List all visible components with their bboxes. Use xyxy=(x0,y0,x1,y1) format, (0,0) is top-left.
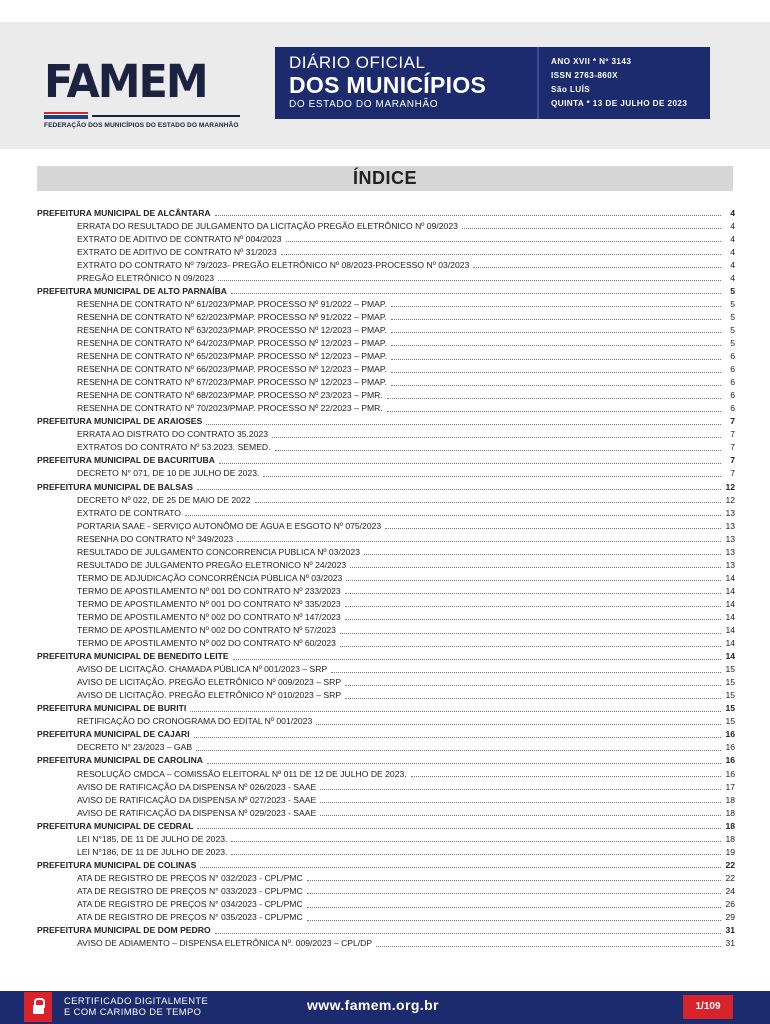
toc-page-number: 15 xyxy=(725,677,735,688)
toc-entry[interactable] xyxy=(37,871,735,884)
toc-leader-dots xyxy=(218,280,721,281)
toc-entry[interactable] xyxy=(37,506,735,519)
logo-subtitle: FEDERAÇÃO DOS MUNICÍPIOS DO ESTADO DO MARANHÃO xyxy=(44,122,239,129)
toc-entry-title: AVISO DE ADIAMENTO – DISPENSA ELETRÔNICA Nº. 009/2023 – CPL/DP xyxy=(77,938,373,949)
toc-entry[interactable] xyxy=(37,689,735,702)
toc-entry[interactable] xyxy=(37,793,735,806)
toc-entry-title: RESULTADO DE JULGAMENTO PREGÃO ELETRONICO Nº 24/2023 xyxy=(77,559,347,570)
toc-entry[interactable] xyxy=(37,937,735,950)
toc-page-number: 5 xyxy=(730,324,735,335)
toc-leader-dots xyxy=(281,254,721,255)
toc-entry-title: ATA DE REGISTRO DE PREÇOS N° 033/2023 - CPL/PMC xyxy=(77,885,303,896)
toc-page-number: 4 xyxy=(730,233,735,244)
toc-entry-title: ATA DE REGISTRO DE PREÇOS N° 035/2023 - CPL/PMC xyxy=(77,912,303,923)
toc-entry[interactable] xyxy=(37,624,735,637)
toc-entry-title: PREFEITURA MUNICIPAL DE ALTO PARNAÍBA xyxy=(37,285,228,296)
toc-entry[interactable] xyxy=(37,741,735,754)
toc-leader-dots xyxy=(391,385,721,386)
toc-entry[interactable] xyxy=(37,376,735,389)
toc-leader-dots xyxy=(237,541,721,542)
toc-leader-dots xyxy=(385,528,721,529)
toc-page-number: 7 xyxy=(730,455,735,466)
toc-page-number: 4 xyxy=(730,272,735,283)
toc-page-number: 15 xyxy=(725,716,735,727)
toc-page-number: 13 xyxy=(725,559,735,570)
toc-page-number: 15 xyxy=(725,664,735,675)
toc-leader-dots xyxy=(255,502,722,503)
toc-leader-dots xyxy=(411,776,721,777)
toc-page-number: 31 xyxy=(725,925,735,936)
toc-entry-title: EXTRATOS DO CONTRATO Nº 53.2023. SEMED. xyxy=(77,442,271,453)
toc-page-number: 13 xyxy=(725,533,735,544)
toc-entry-title: TERMO DE APOSTILAMENTO Nº 002 DO CONTRATO Nº 57/2023 xyxy=(77,625,336,636)
toc-leader-dots xyxy=(345,606,721,607)
toc-leader-dots xyxy=(200,867,721,868)
toc-entry-title: EXTRATO DE CONTRATO xyxy=(77,507,181,518)
toc-leader-dots xyxy=(196,750,721,751)
toc-entry-title: PORTARIA SAAE - SERVIÇO AUTONÔMO DE ÁGUA E ESGOTO Nº 075/2023 xyxy=(77,520,382,531)
toc-page-number: 16 xyxy=(725,729,735,740)
toc-entry-title: ATA DE REGISTRO DE PREÇOS N° 032/2023 - CPL/PMC xyxy=(77,872,303,883)
toc-page-number: 7 xyxy=(730,416,735,427)
table-of-contents xyxy=(37,206,735,950)
diario-oficial-banner xyxy=(275,47,537,119)
toc-page-number: 15 xyxy=(725,703,735,714)
toc-entry[interactable] xyxy=(37,310,735,323)
toc-entry[interactable] xyxy=(37,897,735,910)
toc-section-entry[interactable] xyxy=(37,702,735,715)
toc-leader-dots xyxy=(231,293,721,294)
toc-leader-dots xyxy=(206,424,721,425)
toc-entry-title: AVISO DE RATIFICAÇÃO DA DISPENSA Nº 027/2023 - SAAE xyxy=(77,794,317,805)
toc-entry[interactable] xyxy=(37,637,735,650)
toc-leader-dots xyxy=(391,359,721,360)
toc-page-number: 5 xyxy=(730,337,735,348)
toc-page-number: 12 xyxy=(725,494,735,505)
toc-page-number: 18 xyxy=(725,807,735,818)
toc-entry-title: ERRATA DO RESULTADO DE JULGAMENTO DA LICITAÇÃO PREGÃO ELETRÔNICO Nº 09/2023 xyxy=(77,220,458,231)
toc-entry[interactable] xyxy=(37,663,735,676)
toc-leader-dots xyxy=(190,711,721,712)
toc-page-number: 6 xyxy=(730,364,735,375)
famem-logo xyxy=(44,55,240,129)
toc-entry-title: AVISO DE LICITAÇÃO. CHAMADA PÚBLICA Nº 001/2023 – SRP xyxy=(77,664,328,675)
toc-page-number: 18 xyxy=(725,833,735,844)
toc-leader-dots xyxy=(345,685,721,686)
toc-leader-dots xyxy=(391,332,721,333)
toc-leader-dots xyxy=(320,789,721,790)
toc-entry[interactable] xyxy=(37,441,735,454)
toc-section-entry[interactable] xyxy=(37,206,735,219)
toc-page-number: 4 xyxy=(730,246,735,257)
toc-entry[interactable] xyxy=(37,258,735,271)
toc-entry[interactable] xyxy=(37,323,735,336)
toc-entry[interactable] xyxy=(37,676,735,689)
toc-page-number: 22 xyxy=(725,872,735,883)
toc-entry[interactable] xyxy=(37,558,735,571)
toc-page-number: 17 xyxy=(725,781,735,792)
toc-leader-dots xyxy=(307,907,721,908)
toc-page-number: 6 xyxy=(730,377,735,388)
toc-section-entry[interactable] xyxy=(37,728,735,741)
toc-leader-dots xyxy=(387,411,721,412)
toc-page-number: 16 xyxy=(725,742,735,753)
flag-stripe-icon xyxy=(44,112,88,119)
toc-page-number: 16 xyxy=(725,755,735,766)
toc-page-number: 18 xyxy=(725,794,735,805)
toc-entry[interactable] xyxy=(37,884,735,897)
toc-leader-dots xyxy=(307,893,721,894)
toc-leader-dots xyxy=(331,672,721,673)
toc-entry-title: DECRETO Nº 022, DE 25 DE MAIO DE 2022 xyxy=(77,494,251,505)
toc-entry-title: PREFEITURA MUNICIPAL DE CAJARI xyxy=(37,729,190,740)
toc-page-number: 15 xyxy=(725,690,735,701)
toc-entry-title: DECRETO N° 23/2023 – GAB xyxy=(77,742,193,753)
toc-leader-dots xyxy=(340,633,721,634)
toc-entry-title: EXTRATO DE ADITIVO DE CONTRATO Nº 004/2023 xyxy=(77,233,282,244)
toc-entry-title: RETIFICAÇÃO DO CRONOGRAMA DO EDITAL Nº 001/2023 xyxy=(77,716,313,727)
toc-entry-title: PREFEITURA MUNICIPAL DE DOM PEDRO xyxy=(37,925,211,936)
cert-line1: CERTIFICADO DIGITALMENTE xyxy=(64,995,209,1006)
toc-entry-title: RESENHA DE CONTRATO Nº 66/2023/PMAP. PROCESSO Nº 12/2023 – PMAP. xyxy=(77,364,387,375)
toc-entry[interactable] xyxy=(37,493,735,506)
toc-page-number: 24 xyxy=(725,885,735,896)
toc-leader-dots xyxy=(215,933,721,934)
toc-leader-dots xyxy=(391,345,721,346)
toc-entry-title: ATA DE REGISTRO DE PREÇOS N° 034/2023 - CPL/PMC xyxy=(77,899,303,909)
toc-page-number: 13 xyxy=(725,507,735,518)
toc-page-number: 6 xyxy=(730,390,735,401)
toc-entry-title: RESENHA DE CONTRATO Nº 70/2023/PMAP. PROCESSO Nº 22/2023 – PMR. xyxy=(77,403,383,414)
indice-title: ÍNDICE xyxy=(352,168,417,188)
toc-entry[interactable] xyxy=(37,232,735,245)
toc-entry-title: RESENHA DO CONTRATO Nº 349/2023 xyxy=(77,533,234,544)
toc-section-entry[interactable] xyxy=(37,480,735,493)
toc-page-number: 4 xyxy=(730,207,735,218)
toc-entry[interactable] xyxy=(37,911,735,924)
toc-leader-dots xyxy=(272,437,721,438)
toc-leader-dots xyxy=(231,841,721,842)
toc-entry[interactable] xyxy=(37,428,735,441)
top-margin xyxy=(0,0,770,22)
toc-leader-dots xyxy=(320,815,721,816)
toc-page-number: 6 xyxy=(730,351,735,362)
toc-leader-dots xyxy=(219,463,721,464)
toc-leader-dots xyxy=(286,241,721,242)
toc-entry[interactable] xyxy=(37,806,735,819)
toc-entry[interactable] xyxy=(37,597,735,610)
logo-underline xyxy=(92,115,240,117)
toc-page-number: 16 xyxy=(725,768,735,779)
toc-page-number: 12 xyxy=(725,481,735,492)
toc-entry-title: PREFEITURA MUNICIPAL DE BURITI xyxy=(37,703,187,714)
toc-entry-title: RESENHA DE CONTRATO Nº 64/2023/PMAP. PROCESSO Nº 12/2023 – PMAP. xyxy=(77,337,387,348)
toc-entry-title: PREFEITURA MUNICIPAL DE CAROLINA xyxy=(37,755,203,766)
toc-entry[interactable] xyxy=(37,610,735,623)
toc-entry[interactable] xyxy=(37,780,735,793)
toc-entry-title: RESENHA DE CONTRATO Nº 67/2023/PMAP. PROCESSO Nº 12/2023 – PMAP. xyxy=(77,377,387,388)
toc-page-number: 7 xyxy=(730,442,735,453)
toc-leader-dots xyxy=(307,920,721,921)
toc-entry[interactable] xyxy=(37,402,735,415)
toc-entry-title: TERMO DE APOSTILAMENTO Nº 002 DO CONTRATO Nº 60/2023 xyxy=(77,638,336,649)
toc-entry-title: RESULTADO DE JULGAMENTO CONCORRENCIA PUBLICA Nº 03/2023 xyxy=(77,546,360,557)
cert-line2: E COM CARIMBO DE TEMPO xyxy=(64,1005,202,1017)
toc-page-number: 5 xyxy=(730,298,735,309)
toc-entry[interactable] xyxy=(37,832,735,845)
toc-page-number: 5 xyxy=(730,311,735,322)
toc-entry[interactable] xyxy=(37,219,735,232)
toc-leader-dots xyxy=(391,372,721,373)
toc-page-number: 14 xyxy=(725,638,735,649)
toc-page-number: 4 xyxy=(730,220,735,231)
toc-section-entry[interactable] xyxy=(37,454,735,467)
toc-leader-dots xyxy=(316,724,721,725)
toc-page-number: 22 xyxy=(725,859,735,870)
toc-leader-dots xyxy=(391,319,721,320)
toc-leader-dots xyxy=(345,698,721,699)
toc-section-entry[interactable] xyxy=(37,284,735,297)
toc-leader-dots xyxy=(233,659,721,660)
certification-note xyxy=(64,996,208,1017)
toc-entry-title: AVISO DE RATIFICAÇÃO DA DISPENSA Nº 026/2023 - SAAE xyxy=(77,781,317,792)
toc-entry-title: RESENHA DE CONTRATO Nº 68/2023/PMAP. PROCESSO Nº 23/2023 – PMR. xyxy=(77,390,383,401)
toc-entry-title: AVISO DE RATIFICAÇÃO DA DISPENSA Nº 029/2023 - SAAE xyxy=(77,807,317,818)
toc-page-number: 14 xyxy=(725,572,735,583)
toc-leader-dots xyxy=(207,763,721,764)
toc-page-number: 19 xyxy=(725,846,735,857)
toc-entry-title: RESENHA DE CONTRATO Nº 65/2023/PMAP. PROCESSO Nº 12/2023 – PMAP. xyxy=(77,351,387,362)
lock-icon xyxy=(24,992,52,1022)
toc-page-number: 14 xyxy=(725,611,735,622)
toc-leader-dots xyxy=(194,737,721,738)
toc-entry[interactable] xyxy=(37,467,735,480)
toc-leader-dots xyxy=(263,476,721,477)
toc-entry-title: TERMO DE APOSTILAMENTO Nº 001 DO CONTRATO Nº 335/2023 xyxy=(77,598,341,609)
toc-section-entry[interactable] xyxy=(37,754,735,767)
toc-leader-dots xyxy=(345,593,721,594)
toc-section-entry[interactable] xyxy=(37,924,735,937)
toc-entry-title: PREFEITURA MUNICIPAL DE BALSAS xyxy=(37,481,193,492)
toc-entry-title: AVISO DE LICITAÇÃO. PREGÃO ELETRÔNICO Nº 009/2023 – SRP xyxy=(77,677,342,688)
toc-leader-dots xyxy=(197,489,721,490)
toc-page-number: 14 xyxy=(725,585,735,596)
toc-entry-title: PREFEITURA MUNICIPAL DE ARAIOSES xyxy=(37,416,203,427)
toc-entry-title: PREFEITURA MUNICIPAL DE ALCÂNTARA xyxy=(37,207,211,218)
edition-info xyxy=(537,47,710,119)
toc-entry-title: PREFEITURA MUNICIPAL DE BENEDITO LEITE xyxy=(37,651,229,662)
diario-line1: DIÁRIO OFICIAL xyxy=(289,53,426,72)
toc-page-number: 13 xyxy=(725,546,735,557)
toc-leader-dots xyxy=(473,267,721,268)
toc-entry[interactable] xyxy=(37,767,735,780)
toc-entry-title: TERMO DE APOSTILAMENTO Nº 002 DO CONTRATO Nº 147/2023 xyxy=(77,611,341,622)
toc-leader-dots xyxy=(340,646,721,647)
toc-leader-dots xyxy=(387,398,721,399)
toc-entry-title: AVISO DE LICITAÇÃO. PREGÃO ELETRÔNICO Nº 010/2023 – SRP xyxy=(77,690,342,701)
toc-entry[interactable] xyxy=(37,715,735,728)
toc-page-number: 14 xyxy=(725,651,735,662)
toc-leader-dots xyxy=(275,450,721,451)
toc-section-entry[interactable] xyxy=(37,819,735,832)
page-number-badge: 1/109 xyxy=(683,995,733,1019)
edition-date: QUINTA * 13 DE JULHO DE 2023 xyxy=(551,99,688,108)
toc-entry-title: PREFEITURA MUNICIPAL DE BACURITUBA xyxy=(37,455,215,466)
toc-entry-title: TERMO DE APOSTILAMENTO Nº 001 DO CONTRATO Nº 233/2023 xyxy=(77,585,341,596)
toc-entry[interactable] xyxy=(37,363,735,376)
toc-entry[interactable] xyxy=(37,571,735,584)
toc-leader-dots xyxy=(320,802,721,803)
toc-entry[interactable] xyxy=(37,545,735,558)
toc-leader-dots xyxy=(376,946,721,947)
city: São LUÍS xyxy=(551,85,591,94)
toc-page-number: 7 xyxy=(730,429,735,440)
toc-entry[interactable] xyxy=(37,532,735,545)
toc-page-number: 14 xyxy=(725,625,735,636)
toc-leader-dots xyxy=(346,580,721,581)
toc-entry-title: LEI N°185, DE 11 DE JULHO DE 2023. xyxy=(77,833,228,844)
toc-entry-title: PREGÃO ELETRÔNICO N 09/2023 xyxy=(77,272,215,283)
toc-page-number: 31 xyxy=(725,938,735,949)
toc-entry[interactable] xyxy=(37,584,735,597)
toc-entry-title: PREFEITURA MUNICIPAL DE COLINAS xyxy=(37,859,197,870)
toc-entry-title: PREFEITURA MUNICIPAL DE CEDRAL xyxy=(37,820,194,831)
toc-page-number: 26 xyxy=(725,899,735,909)
toc-entry[interactable] xyxy=(37,519,735,532)
toc-leader-dots xyxy=(197,828,721,829)
toc-entry[interactable] xyxy=(37,845,735,858)
toc-entry[interactable] xyxy=(37,336,735,349)
toc-entry-title: RESENHA DE CONTRATO Nº 63/2023/PMAP. PROCESSO Nº 12/2023 – PMAP. xyxy=(77,324,387,335)
toc-entry-title: DECRETO N° 071, DE 10 DE JULHO DE 2023. xyxy=(77,468,260,479)
toc-section-entry[interactable] xyxy=(37,650,735,663)
toc-entry-title: RESENHA DE CONTRATO Nº 62/2023/PMAP. PROCESSO Nº 91/2022 – PMAP. xyxy=(77,311,387,322)
toc-leader-dots xyxy=(391,306,721,307)
toc-page-number: 29 xyxy=(725,912,735,923)
toc-entry-title: TERMO DE ADJUDICAÇÃO CONCORRÊNCIA PÚBLICA Nº 03/2023 xyxy=(77,572,343,583)
toc-leader-dots xyxy=(462,228,721,229)
toc-entry-title: RESOLUÇÃO CMDCA – COMISSÃO ELEITORAL Nº 011 DE 12 DE JULHO DE 2023. xyxy=(77,768,407,779)
issn: ISSN 2763-860X xyxy=(551,71,619,80)
toc-section-entry[interactable] xyxy=(37,858,735,871)
toc-leader-dots xyxy=(307,880,721,881)
toc-leader-dots xyxy=(350,567,721,568)
toc-entry-title: ERRATA AO DISTRATO DO CONTRATO 35.2023 xyxy=(77,429,269,440)
toc-page-number: 7 xyxy=(730,468,735,479)
toc-entry[interactable] xyxy=(37,297,735,310)
toc-entry-title: EXTRATO DE ADITIVO DE CONTRATO Nº 31/2023 xyxy=(77,246,277,257)
diario-line3: DO ESTADO DO MARANHÃO xyxy=(289,99,439,110)
toc-section-entry[interactable] xyxy=(37,415,735,428)
toc-page-number: 6 xyxy=(730,403,735,414)
toc-page-number: 4 xyxy=(730,259,735,270)
toc-leader-dots xyxy=(185,515,721,516)
toc-leader-dots xyxy=(345,619,721,620)
indice-heading xyxy=(37,166,733,191)
toc-leader-dots xyxy=(215,215,721,216)
toc-entry[interactable] xyxy=(37,245,735,258)
toc-entry[interactable] xyxy=(37,350,735,363)
toc-entry-title: EXTRATO DO CONTRATO Nº 79/2023- PREGÃO ELETRÔNICO Nº 08/2023-PROCESSO Nº 03/2023 xyxy=(77,259,470,270)
toc-page-number: 5 xyxy=(730,285,735,296)
toc-entry[interactable] xyxy=(37,271,735,284)
toc-entry-title: LEI N°186, DE 11 DE JULHO DE 2023. xyxy=(77,846,228,857)
diario-line2: DOS MUNICÍPIOS xyxy=(289,72,487,98)
toc-leader-dots xyxy=(364,554,721,555)
toc-page-number: 14 xyxy=(725,598,735,609)
website-link[interactable]: www.famem.org.br xyxy=(307,997,439,1013)
toc-entry-title: RESENHA DE CONTRATO Nº 61/2023/PMAP. PROCESSO Nº 91/2022 – PMAP. xyxy=(77,298,387,309)
toc-leader-dots xyxy=(231,854,721,855)
toc-page-number: 13 xyxy=(725,520,735,531)
toc-page-number: 18 xyxy=(725,820,735,831)
toc-entry[interactable] xyxy=(37,389,735,402)
edition-number: ANO XVII * Nº 3143 xyxy=(551,57,632,66)
logo-word: FAMEM xyxy=(44,55,207,109)
